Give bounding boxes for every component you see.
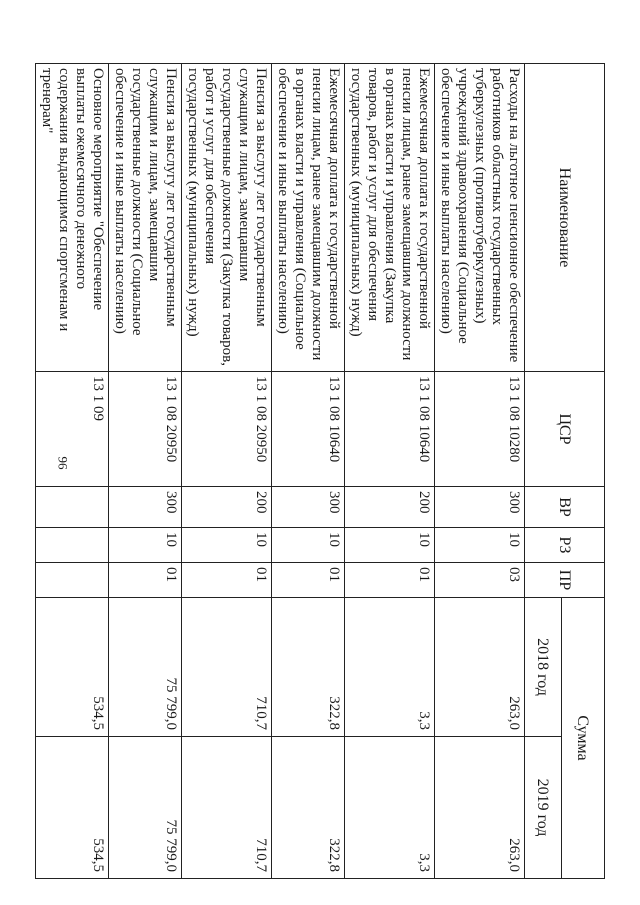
table-row	[435, 64, 525, 879]
cell-2019: 710,7	[182, 737, 272, 879]
cell-2019: 263,0	[435, 737, 525, 879]
cell-2018: 534,5	[36, 598, 109, 737]
cell-rz: 10	[272, 528, 345, 563]
budget-table	[35, 63, 605, 879]
cell-pr: 01	[182, 563, 272, 598]
cell-pr: 01	[345, 563, 435, 598]
table-row	[36, 64, 109, 879]
header-2018: 2018 год	[525, 598, 562, 737]
table-row	[182, 64, 272, 879]
cell-csr: 13 1 08 10640	[345, 372, 435, 487]
cell-name: Ежемесячная доплата к государственной пенсии лицам, ранее замещавшим должности в органах власти и управления (Закупка товаров, работ и услуг для обеспечения государственных (муниципальных) нужд)	[345, 64, 435, 372]
cell-pr: 01	[272, 563, 345, 598]
cell-rz: 10	[435, 528, 525, 563]
header-rz: РЗ	[525, 528, 605, 563]
cell-pr: 01	[109, 563, 182, 598]
cell-csr: 13 1 09	[36, 372, 109, 487]
cell-2018: 75 799,0	[109, 598, 182, 737]
cell-2019: 322,8	[272, 737, 345, 879]
cell-vr: 300	[272, 487, 345, 528]
table-row	[345, 64, 435, 879]
table-header-row	[562, 64, 605, 879]
table-row	[272, 64, 345, 879]
cell-2018: 710,7	[182, 598, 272, 737]
cell-vr	[36, 487, 109, 528]
cell-2019: 3,3	[345, 737, 435, 879]
cell-csr: 13 1 08 10280	[435, 372, 525, 487]
cell-csr: 13 1 08 20950	[182, 372, 272, 487]
header-sum: Сумма	[562, 598, 605, 879]
table-row	[109, 64, 182, 879]
cell-rz: 10	[109, 528, 182, 563]
cell-2018: 3,3	[345, 598, 435, 737]
header-pr: ПР	[525, 563, 605, 598]
cell-vr: 300	[109, 487, 182, 528]
cell-vr: 200	[345, 487, 435, 528]
cell-rz: 10	[182, 528, 272, 563]
cell-2019: 534,5	[36, 737, 109, 879]
cell-vr: 300	[435, 487, 525, 528]
cell-csr: 13 1 08 20950	[109, 372, 182, 487]
cell-vr: 200	[182, 487, 272, 528]
cell-name: Расходы на льготное пенсионное обеспечение работников областных государственных туберкулезных (противотуберкулезных) учреждений здравоохранения (Социальное обеспечение и иные выплаты населению)	[435, 64, 525, 372]
header-vr: ВР	[525, 487, 605, 528]
cell-name: Ежемесячная доплата к государственной пенсии лицам, ранее замещавшим должности в органах власти и управления (Социальное обеспечение и иные выплаты населению)	[272, 64, 345, 372]
header-csr: ЦСР	[525, 372, 605, 487]
header-name: Наименование	[525, 64, 605, 372]
cell-pr	[36, 563, 109, 598]
cell-name: Основное мероприятие "Обеспечение выплаты ежемесячного денежного содержания выдающимся спортсменам и тренерам"	[36, 64, 109, 372]
cell-name: Пенсия за выслугу лет государственным служащим и лицам, замещавшим государственные должности (Закупка товаров, работ и услуг для обеспечения государственных (муниципальных) нужд)	[182, 64, 272, 372]
cell-name: Пенсия за выслугу лет государственным служащим и лицам, замещавшим государственные должности (Социальное обеспечение и иные выплаты населению)	[109, 64, 182, 372]
cell-pr: 03	[435, 563, 525, 598]
cell-csr: 13 1 08 10640	[272, 372, 345, 487]
cell-2018: 322,8	[272, 598, 345, 737]
cell-2019: 75 799,0	[109, 737, 182, 879]
cell-rz: 10	[345, 528, 435, 563]
cell-2018: 263,0	[435, 598, 525, 737]
cell-rz	[36, 528, 109, 563]
page-number: 96	[55, 456, 71, 470]
header-2019: 2019 год	[525, 737, 562, 879]
